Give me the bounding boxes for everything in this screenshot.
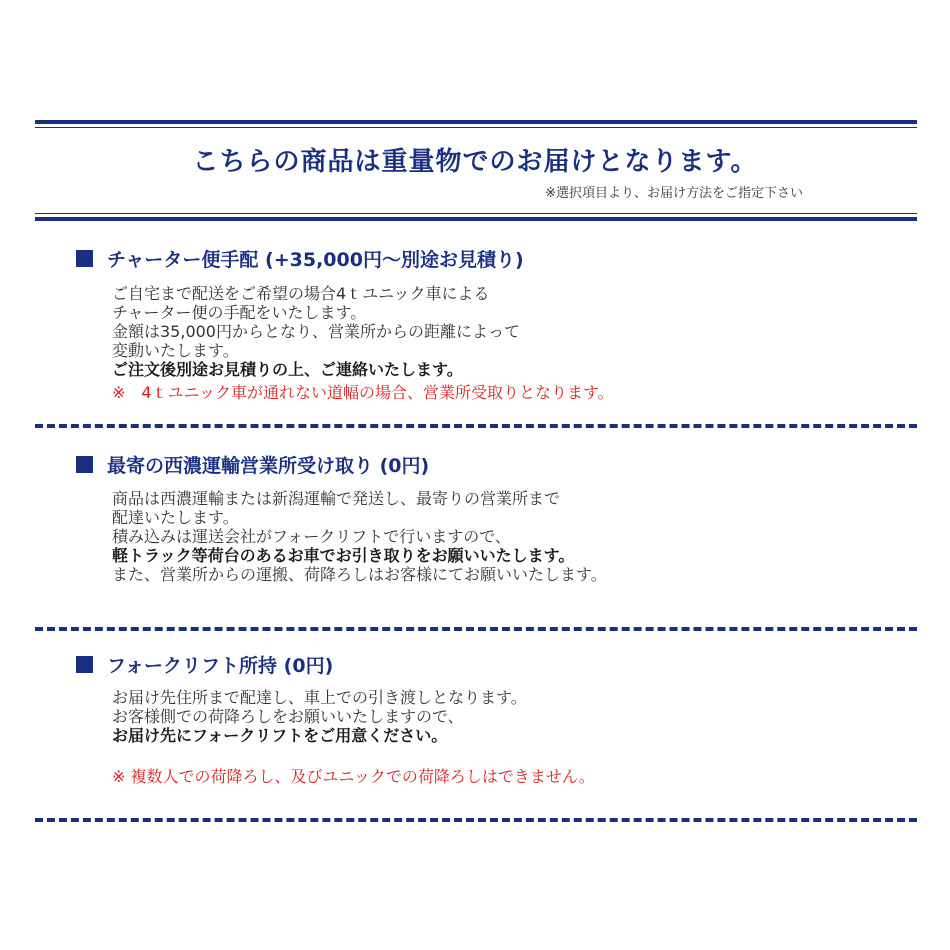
- header-bottom-rule: [35, 217, 917, 221]
- section-charter-body: [112, 284, 614, 402]
- square-bullet-icon: [76, 250, 93, 267]
- body-line: お届け先住所まで配達し、車上での引き渡しとなります。: [112, 688, 527, 707]
- square-bullet-icon: [76, 456, 93, 473]
- section-forklift-heading: [76, 651, 333, 678]
- section-forklift-body: [112, 688, 595, 786]
- section-divider: [35, 818, 917, 822]
- body-line: お客様側での荷降ろしをお願いいたしますので、: [112, 707, 464, 726]
- square-bullet-icon: [76, 656, 93, 673]
- header-bottom-thin-rule: [35, 213, 917, 214]
- section-heading-text: フォークリフト所持 (0円): [107, 655, 334, 677]
- header-top-rule: [35, 120, 917, 124]
- header-top-thin-rule: [35, 127, 917, 128]
- section-depot-pickup-heading: [76, 451, 429, 478]
- warning-note: ※ 4ｔユニック車が通れない道幅の場合、営業所受取りとなります。: [112, 383, 614, 402]
- body-bold-line: 軽トラック等荷台のあるお車でお引き取りをお願いいたします。: [112, 546, 575, 565]
- warning-note: ※ 複数人での荷降ろし、及びユニックでの荷降ろしはできません。: [112, 767, 595, 786]
- section-charter-heading: [76, 245, 524, 272]
- body-line: チャーター便の手配をいたします。: [112, 303, 367, 322]
- section-divider: [35, 627, 917, 631]
- section-heading-text: 最寄の西濃運輸営業所受け取り (0円): [107, 455, 430, 477]
- body-line: 変動いたします。: [112, 341, 239, 360]
- body-line: 金額は35,000円からとなり、営業所からの距離によって: [112, 322, 520, 341]
- section-heading-text: チャーター便手配 (+35,000円～別途お見積り): [107, 249, 524, 271]
- body-bold-line: お届け先にフォークリフトをご用意ください。: [112, 726, 448, 745]
- body-line: 商品は西濃運輸または新潟運輸で発送し、最寄りの営業所まで: [112, 489, 561, 508]
- page-subtitle: ※選択項目より、お届け方法をご指定下さい: [545, 186, 803, 201]
- page-title: こちらの商品は重量物でのお届けとなります。: [192, 147, 758, 177]
- body-bold-line: ご注文後別途お見積りの上、ご連絡いたします。: [112, 360, 463, 379]
- body-line: 積み込みは運送会社がフォークリフトで行いますので、: [112, 527, 511, 546]
- body-line: また、営業所からの運搬、荷降ろしはお客様にてお願いいたします。: [112, 565, 607, 584]
- section-depot-pickup-body: [112, 489, 607, 584]
- body-line: 配達いたします。: [112, 508, 239, 527]
- body-line: ご自宅まで配送をご希望の場合4ｔユニック車による: [112, 284, 490, 303]
- section-divider: [35, 424, 917, 428]
